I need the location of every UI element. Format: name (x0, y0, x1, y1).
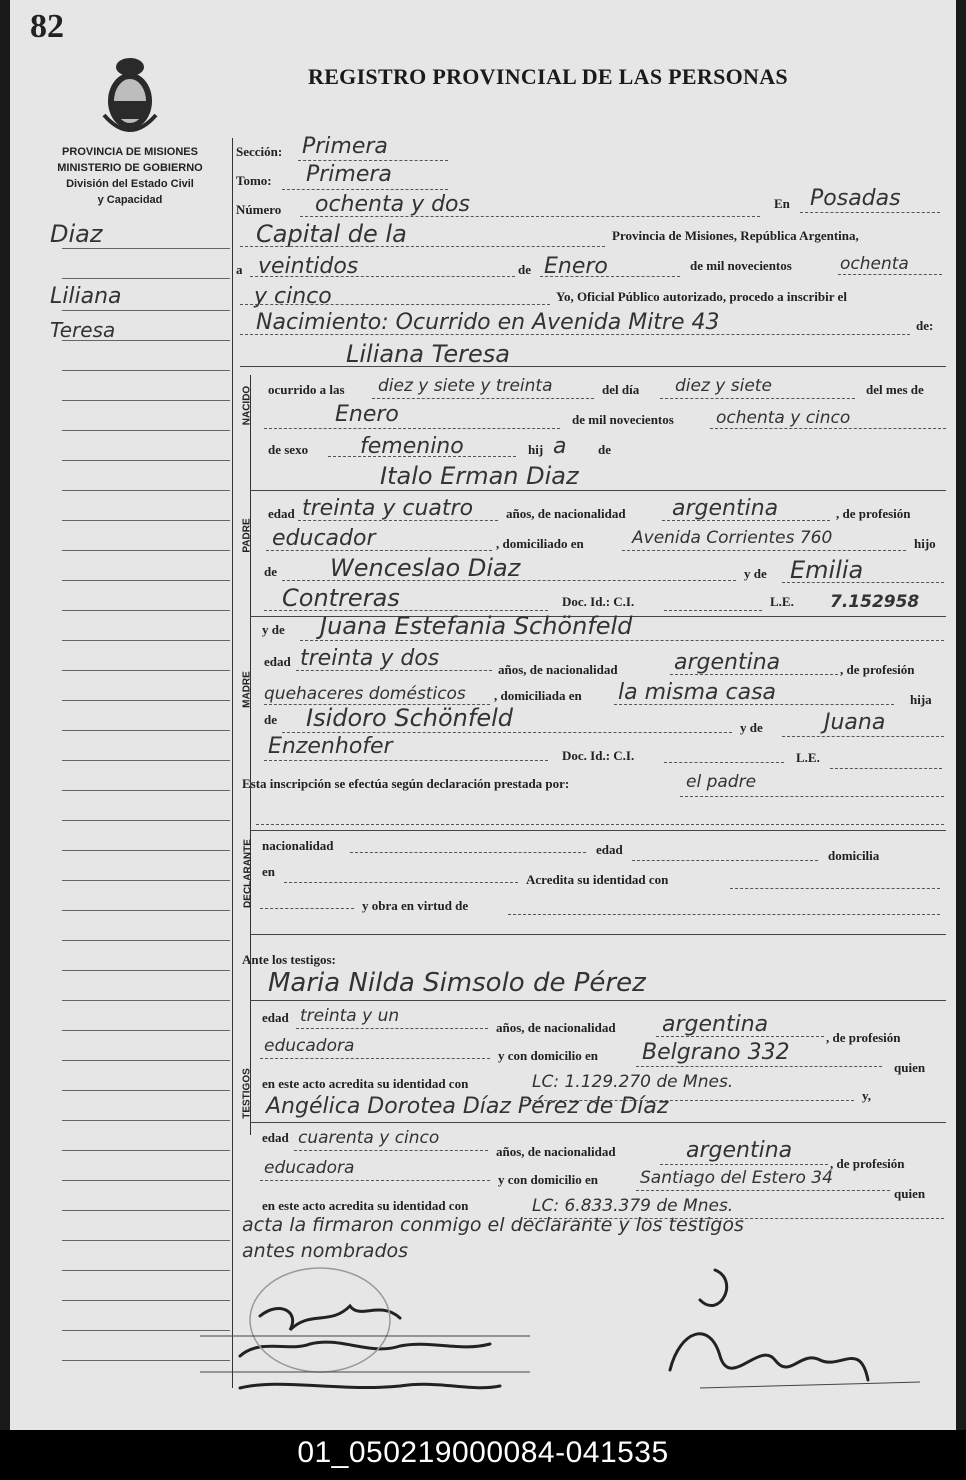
padre-section-label: PADRE (241, 518, 253, 553)
office-capacity: y Capacidad (97, 194, 163, 206)
padre-le: 7.152958 (830, 592, 920, 612)
mes-nac-value: Enero (335, 402, 399, 427)
madre-le-label: L.E. (796, 750, 820, 765)
madre-abuelo: Isidoro Schönfeld (306, 704, 513, 732)
dia-value: veintidos (258, 254, 359, 279)
t2-quien-label: quien (894, 1186, 926, 1201)
madre-y-de-label: y de (262, 622, 285, 637)
t1-nac: argentina (662, 1012, 769, 1037)
seccion-label: Sección: (236, 144, 283, 159)
nombre-inscripto: Liliana Teresa (346, 340, 510, 368)
sexo-label: de sexo (268, 442, 309, 457)
en-label: En (774, 196, 790, 211)
dia-nac-value: diez y siete (675, 376, 772, 396)
padre-prof: educador (272, 526, 376, 551)
padre-nac: argentina (672, 496, 779, 521)
tomo-value: Primera (306, 162, 392, 187)
anio-label: de mil novecientos (690, 258, 792, 273)
madre-doc-label: Doc. Id.: C.I. (562, 748, 635, 763)
signatures-block (200, 1260, 920, 1400)
hij-de-label: de (598, 442, 611, 457)
office-province: PROVINCIA DE MISIONES (62, 146, 198, 158)
padre-doc-label: Doc. Id.: C.I. (562, 594, 635, 609)
padre-abuela-apellido: Contreras (282, 584, 400, 612)
anio-value-cont: y cinco (254, 284, 332, 309)
numero-value: ochenta y dos (315, 192, 470, 217)
cierre-linea2: antes nombrados (242, 1240, 409, 1262)
padre-edad: treinta y cuatro (302, 496, 474, 521)
t2-prof: educadora (264, 1158, 355, 1178)
madre-de-label: de (264, 712, 277, 727)
declarante-obra-label: y obra en virtud de (362, 898, 469, 913)
declarante-edad-label: edad (596, 842, 623, 857)
coat-of-arms-icon (100, 55, 160, 137)
t1-dom: Belgrano 332 (642, 1040, 790, 1065)
anio-nac-value: ochenta y cinco (716, 408, 851, 428)
madre-prof: quehaceres domésticos (264, 684, 466, 704)
t1-prof-label: , de profesión (826, 1030, 901, 1045)
madre-abuela: Juana (824, 710, 886, 735)
seccion-value: Primera (302, 134, 388, 159)
t2-id: LC: 6.833.379 de Mnes. (532, 1196, 734, 1216)
tomo-label: Tomo: (236, 173, 272, 188)
padre-edad-label: edad (268, 506, 295, 521)
margin-second-name: Teresa (50, 318, 116, 342)
padre-nac-label: años, de nacionalidad (506, 506, 626, 521)
t2-edad: cuarenta y cinco (298, 1128, 440, 1148)
t1-dom-label: y con domicilio en (498, 1048, 599, 1063)
t1-y-label: y, (862, 1088, 872, 1103)
mes-value: Enero (544, 254, 608, 279)
t1-id: LC: 1.129.270 de Mnes. (532, 1072, 734, 1092)
declarante-section-label: DECLARANTE (242, 839, 254, 908)
section-strip-border (250, 375, 251, 1135)
madre-hija-label: hija (910, 692, 932, 707)
t2-dom-label: y con domicilio en (498, 1172, 599, 1187)
office-ministry: MINISTERIO DE GOBIERNO (57, 162, 203, 174)
padre-dom-label: , domiciliado en (496, 536, 584, 551)
t2-edad-label: edad (262, 1130, 289, 1145)
register-sheet (10, 0, 956, 1430)
madre-section-label: MADRE (241, 671, 253, 708)
sexo-value: femenino (360, 434, 464, 459)
provincia-text: Provincia de Misiones, República Argentina, (612, 228, 859, 243)
testigo2-nombre: Angélica Dorotea Díaz Pérez de Díaz (266, 1094, 669, 1119)
t1-nac-label: años, de nacionalidad (496, 1020, 616, 1035)
a-label: a (236, 262, 243, 277)
padre-dom: Avenida Corrientes 760 (632, 528, 833, 548)
office-header (30, 144, 230, 208)
acta-value: Nacimiento: Ocurrido en Avenida Mitre 43 (256, 310, 720, 335)
madre-edad-label: edad (264, 654, 291, 669)
hij-suffix: a (553, 434, 567, 459)
madre-nac: argentina (674, 650, 781, 675)
nacido-section-label: NACIDO (241, 385, 253, 426)
declaracion-text: Esta inscripción se efectúa según declaración prestada por: (242, 776, 570, 791)
t1-edad: treinta y un (300, 1006, 400, 1026)
anio-value: ochenta (840, 254, 909, 274)
padre-le-label: L.E. (770, 594, 794, 609)
form-left-border (232, 138, 233, 1388)
madre-edad: treinta y dos (300, 646, 440, 671)
hora-value: diez y siete y treinta (378, 376, 553, 396)
testigo1-nombre: Maria Nilda Simsolo de Pérez (268, 968, 646, 998)
yo-text: Yo, Oficial Público autorizado, procedo a inscribir el (556, 289, 847, 304)
padre-prof-label: , de profesión (836, 506, 911, 521)
t2-dom: Santiago del Estero 34 (640, 1168, 833, 1188)
declarante-dom-label: domicilia (828, 848, 880, 863)
mil-label: de mil novecientos (572, 412, 674, 427)
de-colon-label: de: (916, 318, 934, 333)
numero-label: Número (236, 202, 282, 217)
testigos-section-label: TESTIGOS (241, 1068, 253, 1119)
padre-abuela: Emilia (790, 556, 864, 584)
madre-dom-label: , domiciliada en (494, 688, 582, 703)
padre-hijo-label: hijo (914, 536, 936, 551)
declarante-en-label: en (262, 864, 275, 879)
cierre-linea1: acta la firmaron conmigo el declarante y los testigos (242, 1214, 744, 1236)
t2-nac-label: años, de nacionalidad (496, 1144, 616, 1159)
page-number: 82 (30, 8, 64, 45)
ocurrido-label: ocurrido a las (268, 382, 345, 397)
del-mes-label: del mes de (866, 382, 924, 397)
declarante-nac-label: nacionalidad (262, 838, 334, 853)
madre-nombre: Juana Estefania Schönfeld (320, 612, 633, 640)
padre-y-de-label: y de (744, 566, 767, 581)
office-division: División del Estado Civil (66, 178, 194, 190)
t2-prof-label: , de profesión (830, 1156, 905, 1171)
padre-abuelo: Wenceslao Diaz (330, 554, 521, 582)
padre-nombre: Italo Erman Diaz (380, 462, 579, 490)
archive-id-footer: 01_050219000084-041535 (0, 1430, 966, 1480)
t1-prof: educadora (264, 1036, 355, 1056)
t1-edad-label: edad (262, 1010, 289, 1025)
t2-nac: argentina (686, 1138, 793, 1163)
madre-dom: la misma casa (618, 680, 777, 705)
t2-acredita-label: en este acto acredita su identidad con (262, 1198, 469, 1213)
padre-de-label: de (264, 564, 277, 579)
declaracion-por: el padre (686, 772, 757, 792)
del-dia-label: del día (602, 382, 640, 397)
madre-prof-label: , de profesión (840, 662, 915, 677)
en-value: Posadas (810, 186, 901, 211)
madre-abuela-apellido: Enzenhofer (268, 734, 393, 759)
document-title: REGISTRO PROVINCIAL DE LAS PERSONAS (308, 64, 788, 89)
mes-de-label: de (518, 262, 531, 277)
margin-first-name: Liliana (50, 284, 122, 309)
t1-quien-label: quien (894, 1060, 926, 1075)
madre-y-de-label2: y de (740, 720, 763, 735)
t1-acredita-label: en este acto acredita su identidad con (262, 1076, 469, 1091)
hij-label: hij (528, 442, 544, 457)
ante-testigos-label: Ante los testigos: (242, 952, 336, 967)
capital-value: Capital de la (256, 220, 407, 248)
margin-surname: Diaz (50, 220, 103, 248)
declarante-acredita-label: Acredita su identidad con (526, 872, 669, 887)
madre-nac-label: años, de nacionalidad (498, 662, 618, 677)
